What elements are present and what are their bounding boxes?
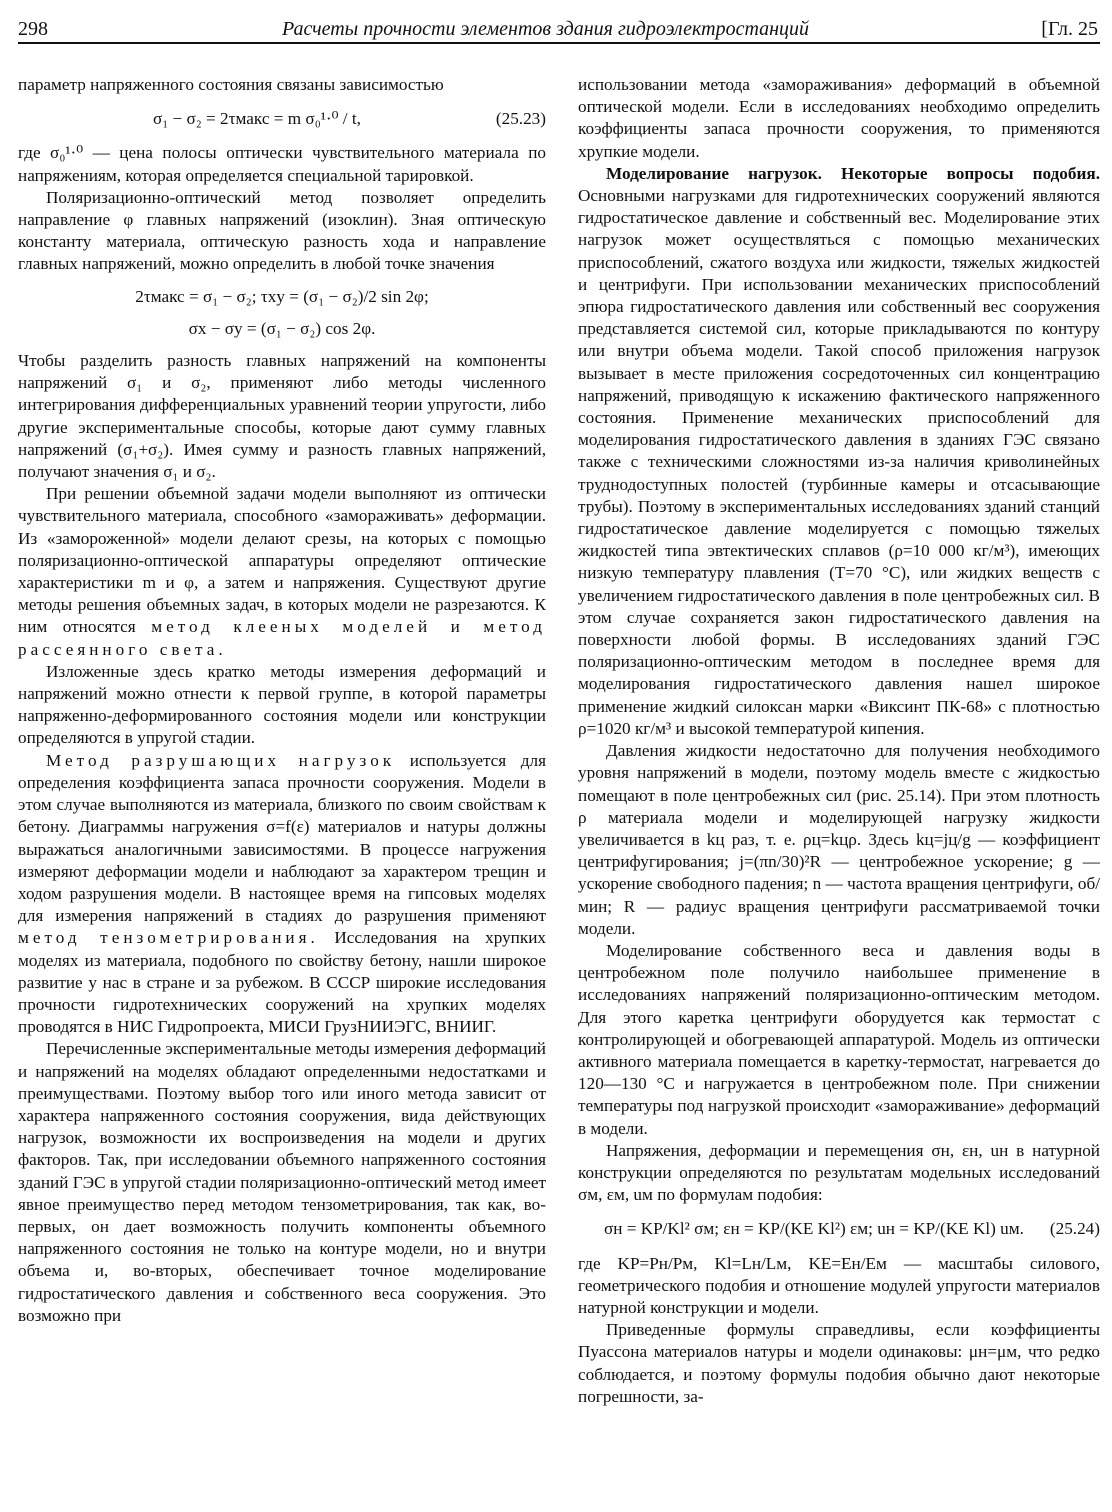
equation-25-23 (18, 108, 546, 130)
equation: σx − σy = (σ₁ − σ₂) cos 2φ. (188, 318, 376, 338)
equation-number: (25.24) (1049, 1219, 1100, 1239)
right-column (578, 74, 1100, 1408)
paragraph: Поляризационно-оптический метод позволяет определить направление φ главных напряжений (изоклин). Зная оптическую константу материала, оптическую разность хода и направление главных напряжений, можно определить в любой точке значения (18, 187, 546, 274)
paragraph: Давления жидкости недостаточно для получения необходимого уровня напряжений в модели, поэтому модель вместе с жидкостью помещают в поле центробежных сил (рис. 25.14). При этом плотность ρ материала модели и моделирующей нагрузку жидкости увеличивается в kц раз, т. е. ρц=kцρ. Здесь kц=jц/g — коэффициент центрифугирования; j=(πn/30)²R — центробежное ускорение; g — ускорение свободного падения; n — частота вращения центрифуги, об/мин; R — радиус вращения центрифуги рассматриваемой точки модели. (578, 741, 1100, 938)
page-header (18, 8, 1100, 44)
paragraph: Чтобы разделить разность главных напряжений на компоненты напряжений σ₁ и σ₂, применяют либо методы численного интегрирования дифференциальных уравнений теории упругости, либо другие экспериментальные способы, которые дают сумму главных напряжений (σ₁+σ₂). Имея сумму и разность главных напряжений, получают значения σ₁ и σ₂. (18, 351, 546, 482)
paragraph (18, 750, 546, 1039)
paragraph (578, 163, 1100, 740)
paragraph: параметр напряженного состояния связаны зависимостью (18, 75, 444, 94)
paragraph-text: Исследования на хрупких моделях из материала, подобного по свойству бетону, нашли широкое развитие у нас в стране и за рубежом. В СССР широкие исследования прочности гидротехнических сооружений на хрупких моделях проводятся в НИС Гидропроекта, МИСИ ГрузНИИЭГС, ВНИИГ. (18, 928, 547, 1037)
paragraph: Приведенные формулы справедливы, если коэффициенты Пуассона материалов натуры и модели одинаковы: μн=μм, что редко соблюдается, и поэтому формулы подобия обычно дают некоторые погрешности, за- (578, 1320, 1100, 1406)
paragraph: где σ₀¹·⁰ — цена полосы оптически чувствительного материала по напряжениям, которая определяется специальной тарировкой. (18, 143, 546, 185)
paragraph: Моделирование собственного веса и давления воды в центробежном поле получило наибольшее применение в исследованиях напряжений поляризационно-оптическим методом. Для этого каретка центрифуги оборудуется как термостат с контролирующей и обогревающей аппаратурой. Модель из оптически активного материала помещается в каретку-термостат, нагревается до 120—130 °C и нагружается в центробежном поле. При снижении температуры под нагрузкой происходит «замораживание» деформаций в модели. (578, 940, 1100, 1138)
equation-body: σ₁ − σ₂ = 2τмакс = m σ₀¹·⁰ / t, (152, 109, 361, 129)
paragraph (18, 483, 546, 661)
paragraph-text: Основными нагрузками для гидротехнических сооружений являются гидростатическое давление и собственный вес. Моделирование этих нагрузок может осуществляться с помощью механических приспособлений, сжатого воздуха или жидкости, тяжелых жидкостей и центрифуги. При использовании механических приспособлений эпюра гидростатического давления или собственный вес сооружения представляется системой сил, которые прикладываются по контуру или внутри объема модели. Такой способ приложения нагрузок вызывает в месте приложения сосредоточенных сил концентрацию напряжений, приводящую к искажению фактического напряженного состояния. Применение механических приспособлений для моделирования гидростатического давления в зданиях ГЭС связано также с техническими сложностями из-за наличия криволинейных труднодоступных полостей (турбинные камеры и отсасывающие трубы). Поэтому в экспериментальных исследованиях зданий станций гидростатическое давление моделируется с помощью тяжелых жидкостей типа эвтектических сплавов (ρ=10 000 кг/м³), имеющих низкую температуру плавления (T=70 °C), или жидких веществ с увеличением гидростатического давления в поле центробежных сил. В этом случае сохраняется закон гидростатического давления на поверхности любой формы. В исследованиях зданий ГЭС поляризационно-оптическим методом в последнее время для моделирования гидростатического давления нашел широкое применение жидкий силоксан марки «Виксинт ПК-68» с плотностью ρ=1020 кг/м³ и высокой температурой кипения. (578, 186, 1100, 738)
paragraph-text: При решении объемной задачи модели выполняют из оптически чувствительного материала, способного «замораживать» деформации. Из «замороженной» модели делают срезы, на которых с помощью поляризационно-оптической аппаратуры определяют оптические характеристики m и φ, а затем и напряжения. Существуют другие методы решения объемных задач, в которых модели не разрезаются. К ним относятся (18, 484, 546, 637)
page-number: 298 (18, 18, 48, 40)
left-column (18, 74, 546, 1327)
running-title: Расчеты прочности элементов здания гидроэлектростанций (282, 18, 810, 40)
equation: 2τмакс = σ₁ − σ₂; τxy = (σ₁ − σ₂)/2 sin 2φ; (135, 286, 429, 306)
paragraph-text: используется для определения коэффициента запаса прочности сооружения. Модели в этом случае выполняются из материала, близкого по своим свойствам к бетону. Диаграммы нагружения σ=f(ε) материалов и натуры должны выражаться аналогичными зависимостями. В процессе нагружения измеряют деформации модели и наблюдают за характером трещин и ходом разрушения модели. В настоящее время на гипсовых моделях для измерения напряжений в стадиях до разрушения применяют (18, 750, 547, 926)
paragraph: Изложенные здесь кратко методы измерения деформаций и напряжений можно отнести к первой группе, в которой параметры напряженно-деформированного состояния модели или конструкции определяются в упругой стадии. (18, 661, 546, 748)
paragraph: использовании метода «замораживания» деформаций в объемной оптической модели. Если в исследованиях необходимо определить коэффициенты запаса прочности сооружения, то применяются хрупкие модели. (578, 75, 1100, 161)
spaced-term: Метод разрушающих нагрузок (46, 750, 396, 770)
equation-25-24 (578, 1218, 1100, 1240)
section-heading: Моделирование нагрузок. Некоторые вопросы подобия. (606, 163, 1100, 183)
paragraph: где KP=Pн/Pм, Kl=Lн/Lм, KE=Eн/Eм — масштабы силового, геометрического подобия и отношение модулей упругости материалов натурной конструкции и модели. (578, 1253, 1100, 1317)
paragraph: Перечисленные экспериментальные методы измерения деформаций и напряжений на моделях обладают определенными недостатками и преимуществами. Поэтому выбор того или иного метода зависит от характера напряженного состояния сооружения, вида действующих нагрузок, возможности их воспроизведения на модели и других факторов. Так, при исследовании объемного напряженного состояния зданий ГЭС в упругой стадии поляризационно-оптический метод имеет явное преимущество перед методом тензометрирования, так как, во-первых, он дает возможность получить компоненты объемного напряженного состояния не только на контуре модели, но и внутри объема и, во-вторых, обеспечивает точное моделирование гидростатического давления и собственного веса сооружения. Это возможно при (18, 1039, 546, 1325)
equation-number: (25.23) (495, 109, 546, 129)
spaced-term: метод клееных моделей и метод рассеянного света. (18, 617, 546, 659)
spaced-term: метод тензометрирования. (18, 928, 319, 948)
paragraph: Напряжения, деформации и перемещения σн, εн, uн в натурной конструкции определяются по результатам модельных исследований σм, εм, uм по формулам подобия: (578, 1140, 1100, 1205)
chapter-label: [Гл. 25 (1041, 18, 1098, 40)
equation-body: σн = KP/Kl² σм; εн = KP/(KE Kl²) εм; uн = KP/(KE Kl) uм. (603, 1219, 1024, 1239)
